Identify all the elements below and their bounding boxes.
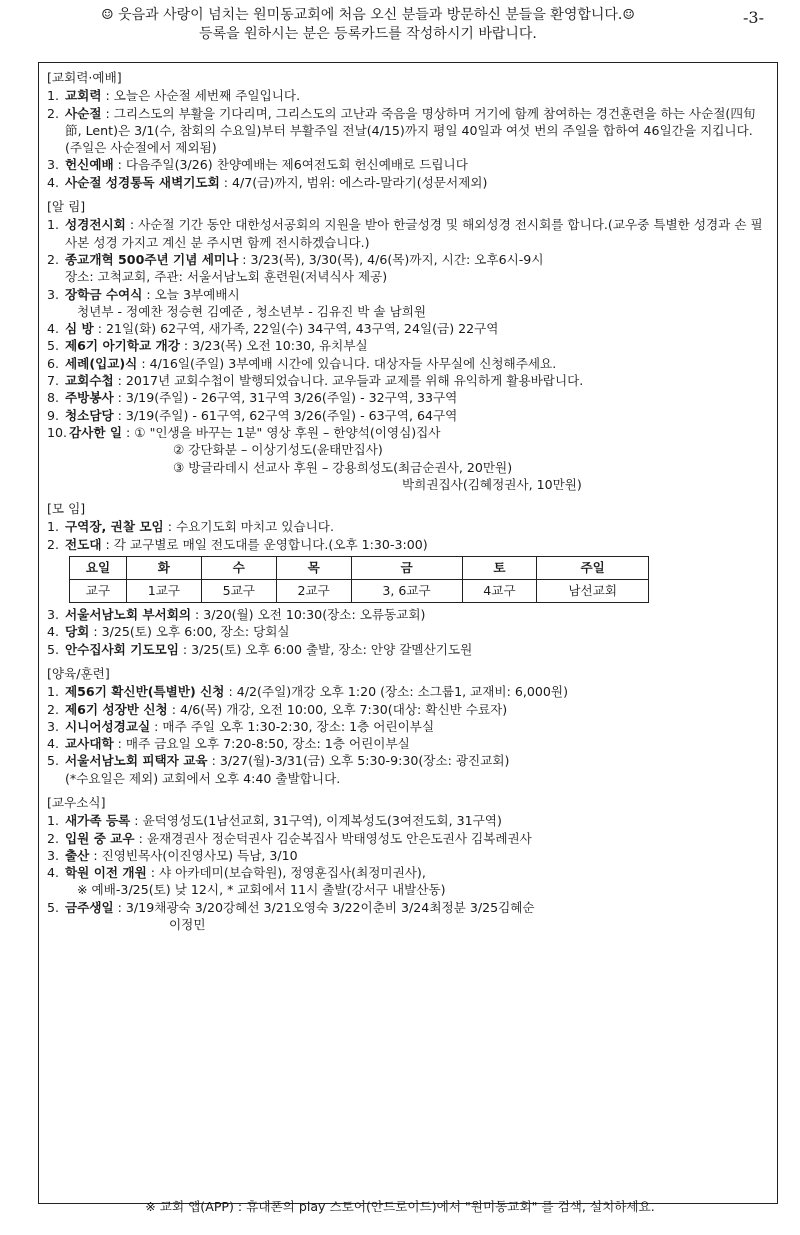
list-item: 5. 서울서남노회 피택자 교육 : 3/27(월)-3/31(금) 오후 5:30-9:30(장소: 광진교회) (*수요일은 제외) 교회에서 오후 4:40 출발합니다. [47,753,510,786]
list-item: 8. 주방봉사 : 3/19(주일) - 26구역, 31구역 3/26(주일) - 32구역, 33구역 [47,390,458,406]
table-cell: 목 [276,557,351,580]
section-title: [교회력·예배] [47,70,122,85]
table-cell: 4교구 [462,580,537,603]
section-title: [양육/훈련] [47,665,110,681]
table-header-row [70,557,649,580]
section-church-calendar [47,69,769,191]
list-item: 2. 입원 중 교우 : 윤재경권사 정순덕권사 김순복집사 박태영성도 안은도권사 김복례권사 [47,830,532,846]
section-title: [알 림] [47,199,86,215]
table-cell: 5교구 [201,580,276,603]
list-item: 6. 세례(입교)식 : 4/16일(주일) 3부예배 시간에 있습니다. 대상자들 사무실에 신청해주세요. [47,355,557,371]
list-item: 10. 감사한 일 : ① "인생을 바꾸는 1분" 영상 후원 – 한양석(이영심)집사 ② 강단화분 – 이상기성도(윤태만집사) ③ 방글라데시 선교사 후원 – 강용희성도(최금순권사, 20만원) 박희권집사(김혜정권사, 10만원) [47,424,582,492]
table-cell: 남선교회 [537,580,649,603]
list-item: 3. 시니어성경교실 : 매주 주일 오후 1:30-2:30, 장소: 1층 어린이부실 [47,718,435,734]
table-cell: 1교구 [126,580,201,603]
table-cell: 금 [351,557,462,580]
section-announcements [47,198,769,493]
list-item: 3. 헌신예배 : 다음주일(3/26) 찬양예배는 제6여전도회 헌신예배로 드립니다 [47,157,468,173]
table-cell: 2교구 [276,580,351,603]
evangelism-schedule-table [69,556,649,603]
list-item: 4. 당회 : 3/25(토) 오후 6:00, 장소: 당회실 [47,624,290,640]
list-item: 1. 제56기 확신반(특별반) 신청 : 4/2(주일)개강 오후 1:20 (장소: 소그룹1, 교재비: 6,000원) [47,684,568,700]
table-cell: 토 [462,557,537,580]
section-title: [모 임] [47,501,86,517]
bulletin-content [47,69,769,933]
table-cell: 3, 6교구 [351,580,462,603]
list-item: 4. 교사대학 : 매주 금요일 오후 7:20-8:50, 장소: 1층 어린이부실 [47,736,410,752]
list-item: 4. 학원 이전 개원 : 샤 아카데미(보습학원), 정영훈집사(최정미권사), ※ 예배-3/25(토) 낮 12시, * 교회에서 11시 출발(강서구 내발산동) [47,865,446,898]
section-member-news [47,794,769,933]
list-item: 1. 구역장, 권찰 모임 : 수요기도회 마치고 있습니다. [47,519,334,535]
list-item: 3. 출산 : 진영빈목사(이진영사모) 득남, 3/10 [47,847,298,863]
welcome-line-1: ☺ 웃음과 사랑이 넘치는 원미동교회에 처음 오신 분들과 방문하신 분들을 환영합니다.☺ [101,7,635,23]
list-item: 2. 제6기 성장반 신청 : 4/6(목) 개강, 오전 10:00, 오후 7:30(대상: 확신반 수료자) [47,701,508,717]
list-item: 3. 장학금 수여식 : 오늘 3부예배시 청년부 - 정예찬 정승현 김예준 , 청소년부 - 김유진 박 솔 남희원 [47,286,427,319]
list-item: 4. 사순절 성경통독 새벽기도회 : 4/7(금)까지, 범위: 에스라-말라기(성문서제외) [47,174,488,190]
list-item: 4. 심 방 : 21일(화) 62구역, 새가족, 22일(수) 34구역, 43구역, 24일(금) 22구역 [47,321,499,337]
list-item: 2. 종교개혁 500주년 기념 세미나 : 3/23(목), 3/30(목), 4/6(목)까지, 시간: 오후6시-9시 장소: 고척교회, 주관: 서울서남노회 훈련원(저녁식사 제공) [47,251,544,285]
table-row [70,580,649,603]
table-cell: 화 [126,557,201,580]
table-cell: 교구 [70,580,127,603]
bulletin-box [38,62,778,1204]
section-title: [교우소식] [47,794,106,810]
section-meetings [47,500,769,658]
welcome-message [18,6,718,44]
list-item: 1. 교회력 : 오늘은 사순절 세번째 주일입니다. [47,88,301,104]
section-training [47,665,769,787]
welcome-header [0,6,800,58]
table-cell: 요일 [70,557,127,580]
welcome-line-2: 등록을 원하시는 분은 등록카드를 작성하시기 바랍니다. [199,26,537,42]
table-cell: 주일 [537,557,649,580]
list-item: 5. 제6기 아기학교 개강 : 3/23(목) 오전 10:30, 유치부실 [47,338,368,354]
table-cell: 수 [201,557,276,580]
list-item: 2. 사순절 : 그리스도의 부활을 기다리며, 그리스도의 고난과 죽음을 명상하며 거기에 함께 참여하는 경건훈련을 하는 사순절(四旬節, Lent)은 3/1(수, 참회의 수요일)부터 부활주일 전날(4/15)까지 평일 40일과 여섯 번의 주일을 합하여 46일간을 지킵니다.(주일은 사순절에서 제외됨) [47,105,756,156]
list-item: 7. 교회수첩 : 2017년 교회수첩이 발행되었습니다. 교우들과 교제를 위해 유익하게 활용바랍니다. [47,373,584,389]
list-item: 3. 서울서남노회 부서회의 : 3/20(월) 오전 10:30(장소: 오류동교회) [47,607,426,623]
list-item: 5. 안수집사회 기도모임 : 3/25(토) 오후 6:00 출발, 장소: 안양 갈멜산기도원 [47,641,473,657]
list-item: 1. 성경전시회 : 사순절 기간 동안 대한성서공회의 지원을 받아 한글성경 및 해외성경 전시회를 합니다.(교우중 특별한 성경과 손 필사본 성경 가지고 계신 분 주시면 함께 전시하겠습니다.) [47,217,763,250]
list-item: 1. 새가족 등록 : 윤덕영성도(1남선교회, 31구역), 이계복성도(3여전도회, 31구역) [47,813,502,829]
app-download-note: ※ 교회 앱(APP) : 휴대폰의 play 스토어(안드로이드)에서 "원미동교회" 를 검색, 설치하세요. [145,1199,655,1214]
list-item: 9. 청소담당 : 3/19(주일) - 61구역, 62구역 3/26(주일) - 63구역, 64구역 [47,407,458,423]
list-item: 5. 금주생일 : 3/19채광숙 3/20강혜선 3/21오영숙 3/22이춘비 3/24최정분 3/25김혜순 이정민 [47,899,535,933]
list-item: 2. 전도대 : 각 교구별로 매일 전도대를 운영합니다.(오후 1:30-3:00) [47,536,428,552]
page-number: -3- [743,8,764,27]
